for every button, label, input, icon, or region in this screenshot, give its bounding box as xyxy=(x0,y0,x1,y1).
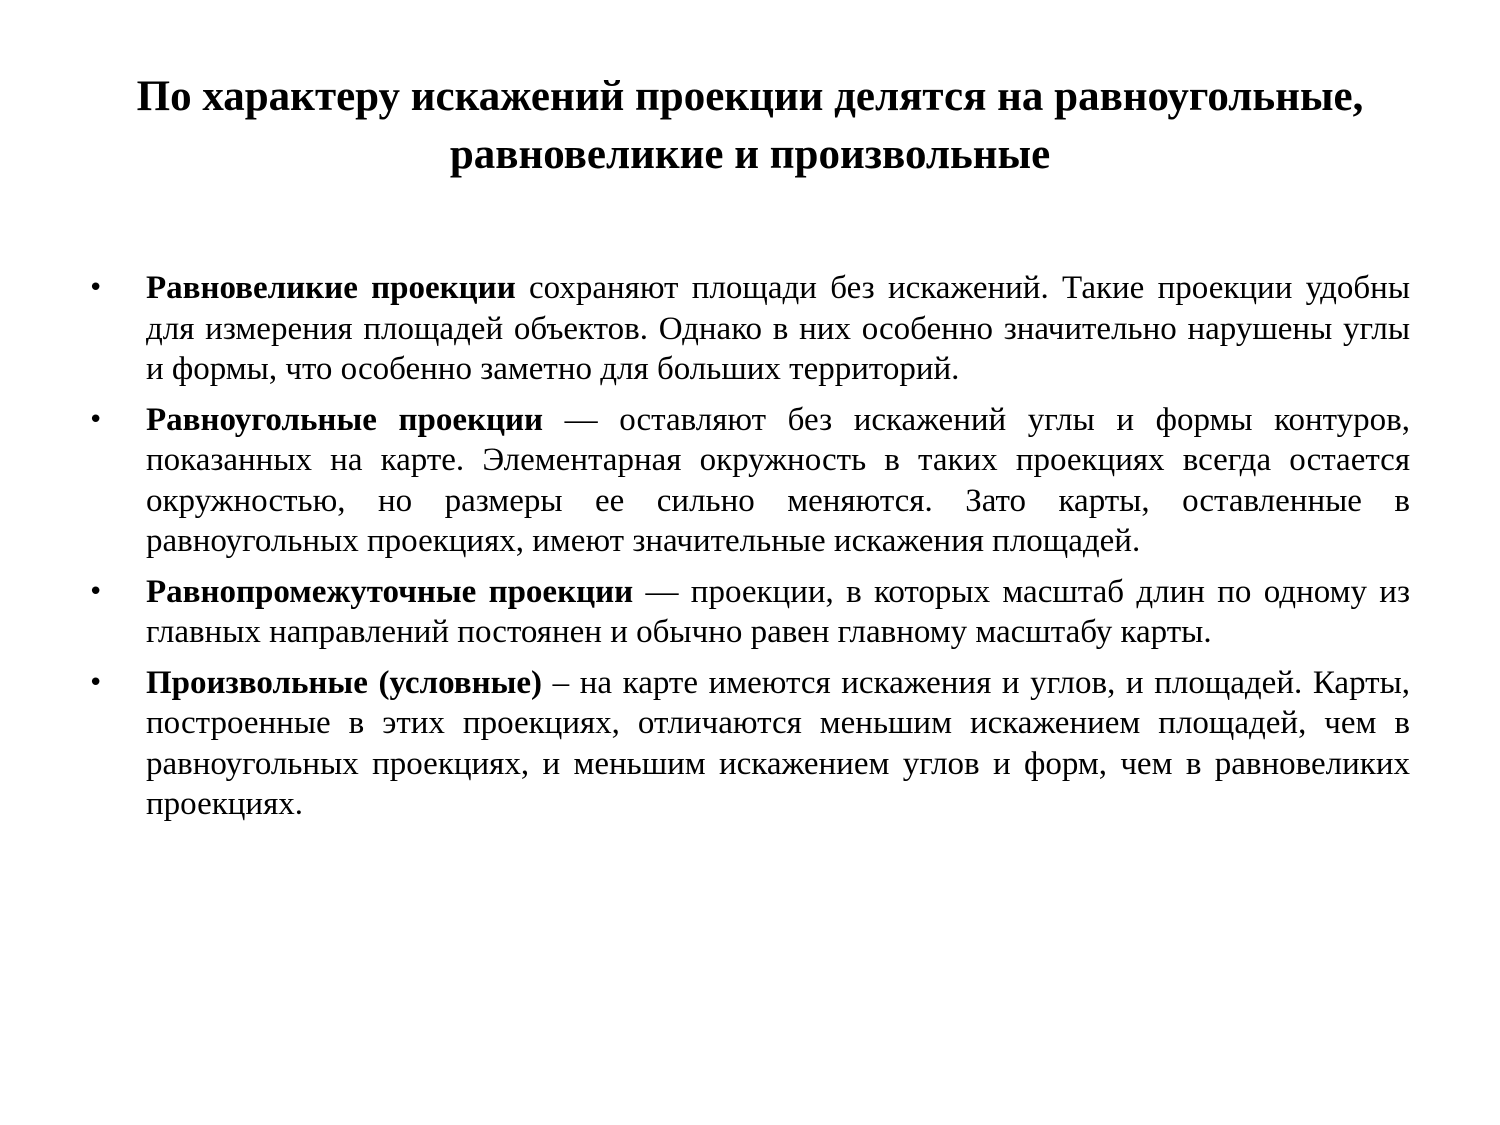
bullet-item-equidistant xyxy=(88,572,1410,653)
bullet-list xyxy=(88,268,1410,835)
bullet-text: — оставляют без искажений углы и формы контуров, показанных на карте. Элементарная окружность в таких проекциях всегда остается окружностью, но размеры ее сильно меняются. Зато карты, оставленные в равноугольных проекциях, имеют значительные искажения площадей. xyxy=(146,401,1410,559)
bullet-text: – на карте имеются искажения и углов, и площадей. Карты, построенные в этих проекциях, отличаются меньшим искажением площадей, чем в равноугольных проекциях, и меньшим искажением углов и форм, чем в равновеликих проекциях. xyxy=(146,664,1410,822)
bullet-icon: • xyxy=(88,273,104,303)
bullet-icon: • xyxy=(88,576,104,607)
bullet-term: Равновеликие проекции xyxy=(146,270,516,306)
bullet-term: Произвольные (условные) xyxy=(146,664,543,701)
bullet-icon: • xyxy=(88,404,104,435)
bullet-term: Равнопромежуточные проекции xyxy=(146,573,634,610)
bullet-icon: • xyxy=(88,667,104,698)
slide-title: По характеру искажений проекции делятся на равноугольные, равновеликие и произвольные xyxy=(136,73,1364,178)
bullet-text: — проекции, в которых масштаб длин по одному из главных направлений постоянен и обычно равен главному масштабу карты. xyxy=(146,573,1410,650)
bullet-term: Равноугольные проекции xyxy=(146,401,544,438)
bullet-item-conformal xyxy=(88,400,1410,562)
bullet-text: сохраняют площади без искажений. Такие проекции удобны для измерения площадей объектов. Однако в них особенно значительно нарушены углы и формы, что особенно заметно для больших территорий. xyxy=(146,270,1410,387)
bullet-item-equal-area xyxy=(88,268,1410,390)
bullet-item-arbitrary xyxy=(88,663,1410,825)
